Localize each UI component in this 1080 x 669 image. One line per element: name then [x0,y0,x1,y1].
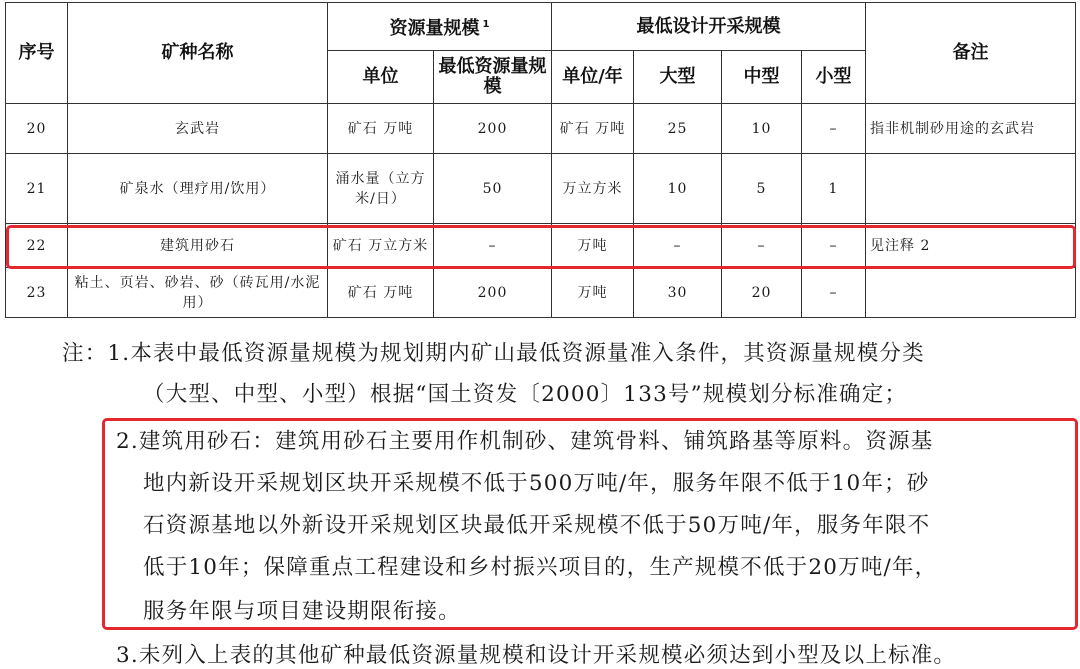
table-row [6,154,1076,224]
header-unit-per-year: 单位/年 [552,51,634,104]
row-22-highlight [6,225,1076,269]
row-index: 20 [6,104,68,154]
mineral-scale-table [5,2,1076,318]
footnote-marker: 1 [482,18,490,30]
row-remark: 见注释 2 [866,224,1076,268]
header-min-resource-scale: 最低资源量规模 [434,51,552,104]
row-mineral-name: 矿泉水（理疗用/饮用） [68,154,328,224]
row-index: 22 [6,224,68,268]
note-line: 3.未列入上表的其他矿种最低资源量规模和设计开采规模必须达到小型及以上标准。 [116,643,957,668]
row-medium: 10 [722,104,802,154]
row-small: – [802,224,866,268]
header-medium: 中型 [722,51,802,104]
note-line: 石资源基地以外新设开采规划区块最低开采规模不低于50万吨/年，服务年限不 [143,513,931,538]
header-resource-scale [328,3,552,51]
row-min-resource: 50 [434,154,552,224]
row-unit: 涌水量（立方米/日） [328,154,434,224]
note-line: 低于10年；保障重点工程建设和乡村振兴项目的，生产规模不低于20万吨/年， [143,555,938,580]
row-remark [866,268,1076,318]
note-line: （大型、中型、小型）根据“国土资发〔2000〕133号”规模划分标准确定； [143,382,908,407]
row-unit: 矿石 万立方米 [328,224,434,268]
table-row [6,104,1076,154]
header-remarks: 备注 [866,3,1076,104]
row-mineral-name: 粘土、页岩、砂岩、砂（砖瓦用/水泥用） [68,268,328,318]
row-min-resource: – [434,224,552,268]
row-remark [866,154,1076,224]
header-unit: 单位 [328,51,434,104]
row-mineral-name: 玄武岩 [68,104,328,154]
row-mineral-name: 建筑用砂石 [68,224,328,268]
row-large: – [634,224,722,268]
note-line: 2.建筑用砂石：建筑用砂石主要用作机制砂、建筑骨料、铺筑路基等原料。资源基 [116,429,934,454]
row-small: – [802,268,866,318]
row-small: 1 [802,154,866,224]
row-min-resource: 200 [434,104,552,154]
note-line: 注：1.本表中最低资源量规模为规划期内矿山最低资源量准入条件，其资源量规模分类 [62,341,925,366]
row-small: – [802,104,866,154]
header-mineral-name: 矿种名称 [68,3,328,104]
header-large: 大型 [634,51,722,104]
header-small: 小型 [802,51,866,104]
header-min-design-scale: 最低设计开采规模 [552,3,866,51]
row-medium: 20 [722,268,802,318]
row-remark: 指非机制砂用途的玄武岩 [866,104,1076,154]
row-unit: 矿石 万吨 [328,268,434,318]
row-medium: 5 [722,154,802,224]
row-large: 30 [634,268,722,318]
note-line: 服务年限与项目建设期限衔接。 [143,599,461,624]
note-line: 地内新设开采规划区块开采规模不低于500万吨/年，服务年限不低于10年；砂 [143,471,930,496]
row-design-unit: 万立方米 [552,154,634,224]
table-row [6,268,1076,318]
row-design-unit: 矿石 万吨 [552,104,634,154]
row-large: 25 [634,104,722,154]
row-min-resource: 200 [434,268,552,318]
row-unit: 矿石 万吨 [328,104,434,154]
row-medium: – [722,224,802,268]
row-index: 23 [6,268,68,318]
row-large: 10 [634,154,722,224]
row-index: 21 [6,154,68,224]
row-design-unit: 万吨 [552,224,634,268]
header-resource-scale-label: 资源量规模 [389,17,480,39]
note-2-highlight [102,418,1078,630]
row-design-unit: 万吨 [552,268,634,318]
header-index: 序号 [6,3,68,104]
